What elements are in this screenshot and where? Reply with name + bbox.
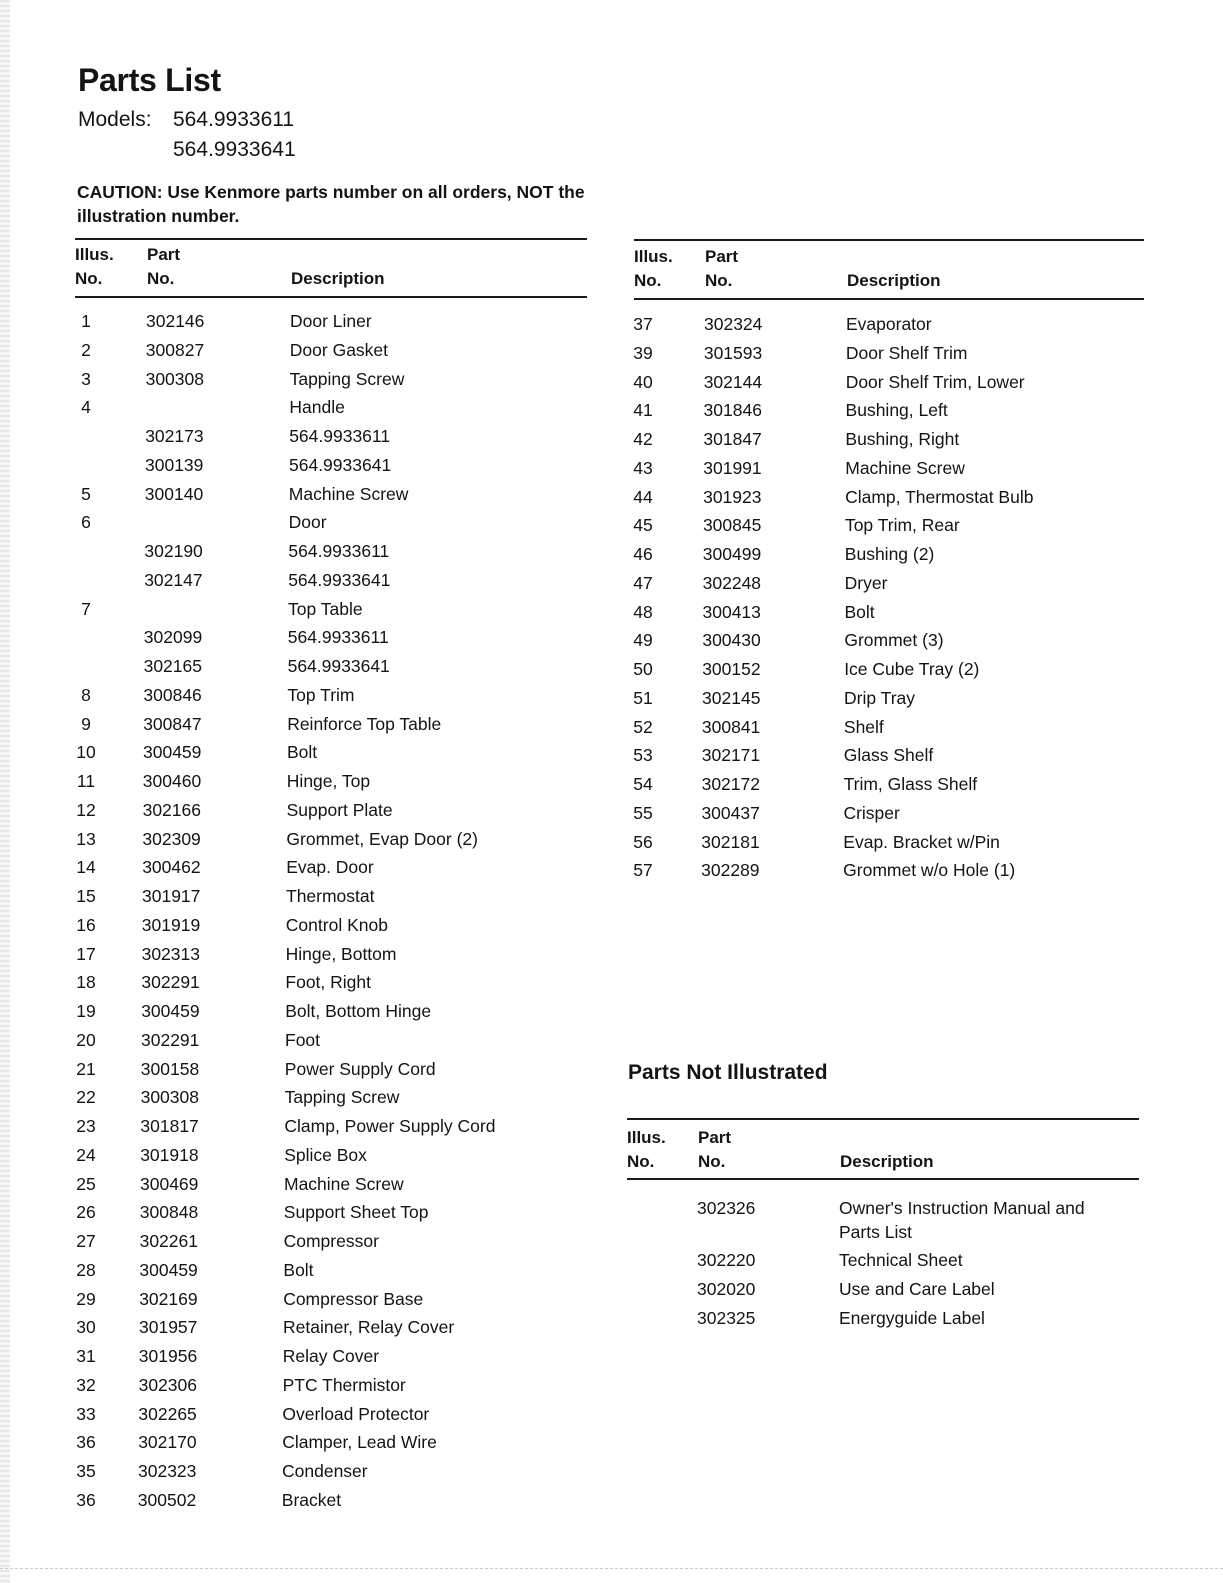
part-number: 302324 <box>704 314 763 334</box>
parts-not-illustrated-table <box>627 1118 1139 1338</box>
part-description: Glass Shelf <box>843 745 934 766</box>
part-description: Machine Screw <box>284 1173 404 1194</box>
illus-number: 15 <box>76 886 96 906</box>
model-number: 564.9933611 <box>173 108 295 131</box>
part-number: 300827 <box>145 339 205 360</box>
part-description: Foot <box>285 1029 321 1050</box>
part-number: 300308 <box>145 368 204 389</box>
part-description: Thermostat <box>286 886 375 906</box>
part-number: 302306 <box>138 1374 197 1395</box>
part-number: 301991 <box>703 457 762 478</box>
part-number: 302309 <box>142 828 201 849</box>
part-number: 300469 <box>140 1173 199 1194</box>
part-description: Support Sheet Top <box>283 1202 429 1223</box>
part-number: 302099 <box>143 627 203 648</box>
part-description: Condenser <box>282 1461 368 1481</box>
part-number: 300158 <box>140 1058 200 1079</box>
part-number: 302147 <box>144 569 203 590</box>
illus-number: 35 <box>76 1461 96 1481</box>
part-description: Door Shelf Trim <box>845 342 968 363</box>
part-description: Owner's Instruction Manual and Parts List <box>839 1198 1085 1242</box>
part-description: Compressor <box>283 1231 379 1251</box>
part-number: 302169 <box>139 1288 198 1309</box>
illus-number: 33 <box>76 1403 96 1424</box>
illus-number: 2 <box>81 339 91 360</box>
illus-number: 27 <box>76 1231 96 1251</box>
illus-number: 10 <box>76 742 96 763</box>
part-number: 300841 <box>701 716 761 737</box>
part-description: Clamp, Power Supply Cord <box>284 1116 496 1136</box>
header-bottom-rule <box>634 298 1144 300</box>
illus-number: 3 <box>81 368 91 389</box>
part-number: 302020 <box>697 1279 756 1299</box>
part-number: 301956 <box>138 1346 198 1366</box>
part-description: Grommet, Evap Door (2) <box>286 828 478 849</box>
illus-number: 56 <box>633 831 653 852</box>
part-description: 564.9933611 <box>288 541 390 561</box>
part-number: 301923 <box>703 486 762 507</box>
part-number: 302326 <box>697 1198 756 1218</box>
part-description: Evap. Bracket w/Pin <box>843 831 1000 852</box>
part-description: 564.9933611 <box>287 627 389 648</box>
part-description: Energyguide Label <box>839 1308 985 1328</box>
part-description: Bushing (2) <box>844 544 935 564</box>
illus-number: 1 <box>81 311 91 331</box>
illus-number: 13 <box>76 828 96 849</box>
part-number: 302261 <box>139 1231 198 1251</box>
part-description: Clamper, Lead Wire <box>282 1432 437 1453</box>
part-number: 300462 <box>142 857 201 878</box>
scan-edge <box>0 0 10 1583</box>
header-top-rule <box>75 238 587 240</box>
header-part: Part No. <box>705 247 739 290</box>
header-part: Part No. <box>147 245 181 288</box>
part-description: Bracket <box>281 1489 342 1510</box>
illus-number: 52 <box>633 716 653 737</box>
part-description: Door Gasket <box>289 339 389 360</box>
part-number: 300847 <box>143 713 202 734</box>
part-number: 301817 <box>140 1116 199 1136</box>
illus-number: 29 <box>76 1288 96 1309</box>
illus-number: 30 <box>76 1317 96 1338</box>
illus-number: 20 <box>76 1029 96 1050</box>
illus-number: 17 <box>76 943 96 964</box>
part-description: Reinforce Top Table <box>287 713 442 734</box>
part-number: 300308 <box>140 1087 199 1108</box>
part-description: Door Liner <box>290 311 372 331</box>
part-description: 564.9933641 <box>289 454 392 475</box>
illus-number: 14 <box>76 857 96 878</box>
illus-number: 50 <box>633 659 653 679</box>
part-description: Handle <box>289 397 345 418</box>
parts-table-left <box>75 238 587 1528</box>
illus-number: 32 <box>76 1374 96 1395</box>
part-description: Hinge, Bottom <box>285 943 397 964</box>
part-number: 300430 <box>702 630 761 651</box>
part-description: Splice Box <box>284 1144 367 1165</box>
illus-number: 12 <box>76 799 96 820</box>
illus-number: 53 <box>633 745 653 766</box>
part-number: 302146 <box>146 311 205 331</box>
part-description: 564.9933641 <box>287 656 390 676</box>
part-description: Bushing, Right <box>845 429 960 449</box>
illus-number: 51 <box>633 687 653 708</box>
part-number: 300460 <box>142 771 202 791</box>
caution-note: CAUTION: Use Kenmore parts number on all orders, NOT the illustration number. <box>77 182 585 226</box>
header-top-rule <box>634 239 1144 241</box>
header-bottom-rule <box>75 296 587 298</box>
header-description: Description <box>847 271 941 290</box>
illus-number: 26 <box>76 1202 96 1223</box>
models-label: Models: <box>78 108 152 131</box>
illus-number: 4 <box>81 397 91 418</box>
part-number: 300459 <box>141 1001 200 1021</box>
parts-table-right <box>634 239 1144 889</box>
part-number: 300846 <box>143 684 202 705</box>
part-description: Bushing, Left <box>845 400 948 421</box>
part-number: 300848 <box>139 1202 199 1223</box>
part-description: 564.9933611 <box>289 426 391 446</box>
illus-number: 18 <box>76 972 96 993</box>
part-number: 301917 <box>142 886 201 906</box>
part-number: 300413 <box>702 601 761 622</box>
illus-number: 47 <box>633 572 653 593</box>
header-illus: Illus. No. <box>634 247 673 290</box>
part-description: Hinge, Top <box>286 771 371 791</box>
part-number: 302171 <box>701 745 761 766</box>
part-number: 302220 <box>697 1250 756 1270</box>
part-number: 300152 <box>702 659 761 679</box>
page-title: Parts List <box>78 62 221 98</box>
part-description: Door Shelf Trim, Lower <box>845 371 1025 392</box>
illus-number: 6 <box>81 512 91 533</box>
part-number: 302313 <box>141 943 200 964</box>
part-description: Bolt <box>283 1259 314 1280</box>
illus-number: 19 <box>76 1001 96 1021</box>
part-number: 301847 <box>703 429 762 449</box>
part-number: 300139 <box>145 454 204 475</box>
illus-number: 16 <box>76 914 96 935</box>
illus-number: 5 <box>81 483 91 504</box>
part-number: 302323 <box>138 1461 197 1481</box>
section-title: Parts Not Illustrated <box>628 1061 828 1084</box>
part-number: 301918 <box>140 1144 199 1165</box>
part-description: Ice Cube Tray (2) <box>844 659 980 679</box>
illus-number: 7 <box>81 598 91 619</box>
illus-number: 45 <box>633 515 653 536</box>
header-top-rule <box>627 1118 1139 1120</box>
part-number: 300499 <box>702 544 762 564</box>
illus-number: 28 <box>76 1259 96 1280</box>
model-number: 564.9933641 <box>173 138 296 161</box>
part-number: 302173 <box>145 426 204 446</box>
illus-number: 40 <box>633 371 653 392</box>
part-description: Technical Sheet <box>839 1250 963 1270</box>
part-number: 302325 <box>697 1308 756 1328</box>
illus-number: 57 <box>633 860 653 881</box>
part-description: Crisper <box>843 802 900 823</box>
part-description: Relay Cover <box>282 1346 380 1366</box>
part-description: Top Table <box>288 598 363 619</box>
illus-number: 42 <box>633 429 653 449</box>
part-number: 302165 <box>143 656 202 676</box>
part-description: Compressor Base <box>283 1288 424 1309</box>
illus-number: 43 <box>633 457 653 478</box>
part-description: Machine Screw <box>288 483 409 504</box>
illus-number: 49 <box>633 630 653 651</box>
part-description: Dryer <box>844 572 888 593</box>
part-description: Bolt, Bottom Hinge <box>285 1001 432 1021</box>
part-number: 302172 <box>701 774 760 794</box>
part-number: 302291 <box>141 972 200 993</box>
part-description: Support Plate <box>286 799 393 820</box>
part-description: PTC Thermistor <box>282 1374 406 1395</box>
header-illus: Illus. No. <box>627 1128 666 1171</box>
illus-number: 46 <box>633 544 653 564</box>
part-number: 302144 <box>703 371 763 392</box>
part-description: Grommet (3) <box>844 630 944 651</box>
illus-number: 21 <box>76 1058 96 1079</box>
illus-number: 54 <box>633 774 653 794</box>
part-number: 302166 <box>142 799 201 820</box>
part-description: Retainer, Relay Cover <box>283 1317 455 1338</box>
part-number: 300845 <box>702 515 762 536</box>
illus-number: 9 <box>81 713 91 734</box>
header-illus: Illus. No. <box>75 245 114 288</box>
part-number: 300140 <box>144 483 204 504</box>
part-number: 301919 <box>141 914 201 935</box>
part-description: Control Knob <box>285 914 388 935</box>
part-number: 302265 <box>138 1403 197 1424</box>
illus-number: 55 <box>633 802 653 823</box>
part-description: Tapping Screw <box>289 368 405 389</box>
part-description: Machine Screw <box>845 457 965 478</box>
part-description: Overload Protector <box>282 1403 430 1424</box>
part-number: 300437 <box>701 802 760 823</box>
part-description: Drip Tray <box>844 687 916 708</box>
part-description: Top Trim <box>287 684 355 705</box>
illus-number: 25 <box>76 1173 96 1194</box>
part-description: Power Supply Cord <box>284 1058 436 1079</box>
part-number: 302181 <box>701 831 760 852</box>
part-description: Clamp, Thermostat Bulb <box>845 486 1034 507</box>
part-number: 300459 <box>143 742 202 763</box>
illus-number: 23 <box>76 1116 96 1136</box>
part-number: 302190 <box>144 541 203 561</box>
illus-number: 39 <box>633 342 653 363</box>
header-description: Description <box>840 1152 934 1171</box>
part-description: Evaporator <box>846 314 932 334</box>
part-description: 564.9933641 <box>288 569 391 590</box>
illus-number: 37 <box>633 314 653 334</box>
part-number: 302145 <box>702 687 761 708</box>
part-number: 302291 <box>141 1029 200 1050</box>
illus-number: 8 <box>81 684 91 705</box>
illus-number: 36 <box>76 1432 96 1453</box>
part-description: Trim, Glass Shelf <box>843 774 978 794</box>
header-description: Description <box>291 269 385 288</box>
part-number: 302248 <box>702 572 762 593</box>
part-description: Shelf <box>843 716 884 737</box>
illus-number: 44 <box>633 486 653 507</box>
illus-number: 31 <box>76 1346 96 1366</box>
part-description: Foot, Right <box>285 972 371 993</box>
part-number: 300502 <box>137 1489 197 1510</box>
part-description: Grommet w/o Hole (1) <box>843 860 1016 881</box>
part-number: 301957 <box>139 1317 198 1338</box>
part-description: Bolt <box>287 742 318 763</box>
header-bottom-rule <box>627 1178 1139 1180</box>
illus-number: 36 <box>76 1489 96 1510</box>
part-description: Door <box>288 512 327 533</box>
illus-number: 11 <box>76 771 96 791</box>
part-description: Bolt <box>844 601 875 622</box>
part-number: 302289 <box>701 860 760 881</box>
part-description: Top Trim, Rear <box>844 515 960 536</box>
illus-number: 41 <box>633 400 653 421</box>
part-description: Use and Care Label <box>839 1279 995 1299</box>
illus-number: 24 <box>76 1144 96 1165</box>
part-number: 300459 <box>139 1259 198 1280</box>
part-number: 301593 <box>703 342 763 363</box>
page-bottom-edge <box>0 1568 1223 1569</box>
part-number: 302170 <box>138 1432 197 1453</box>
header-part: Part No. <box>698 1128 732 1171</box>
part-description: Evap. Door <box>286 857 374 878</box>
part-description: Tapping Screw <box>284 1087 400 1108</box>
illus-number: 22 <box>76 1087 96 1108</box>
part-number: 301846 <box>703 400 762 421</box>
illus-number: 48 <box>633 601 653 622</box>
